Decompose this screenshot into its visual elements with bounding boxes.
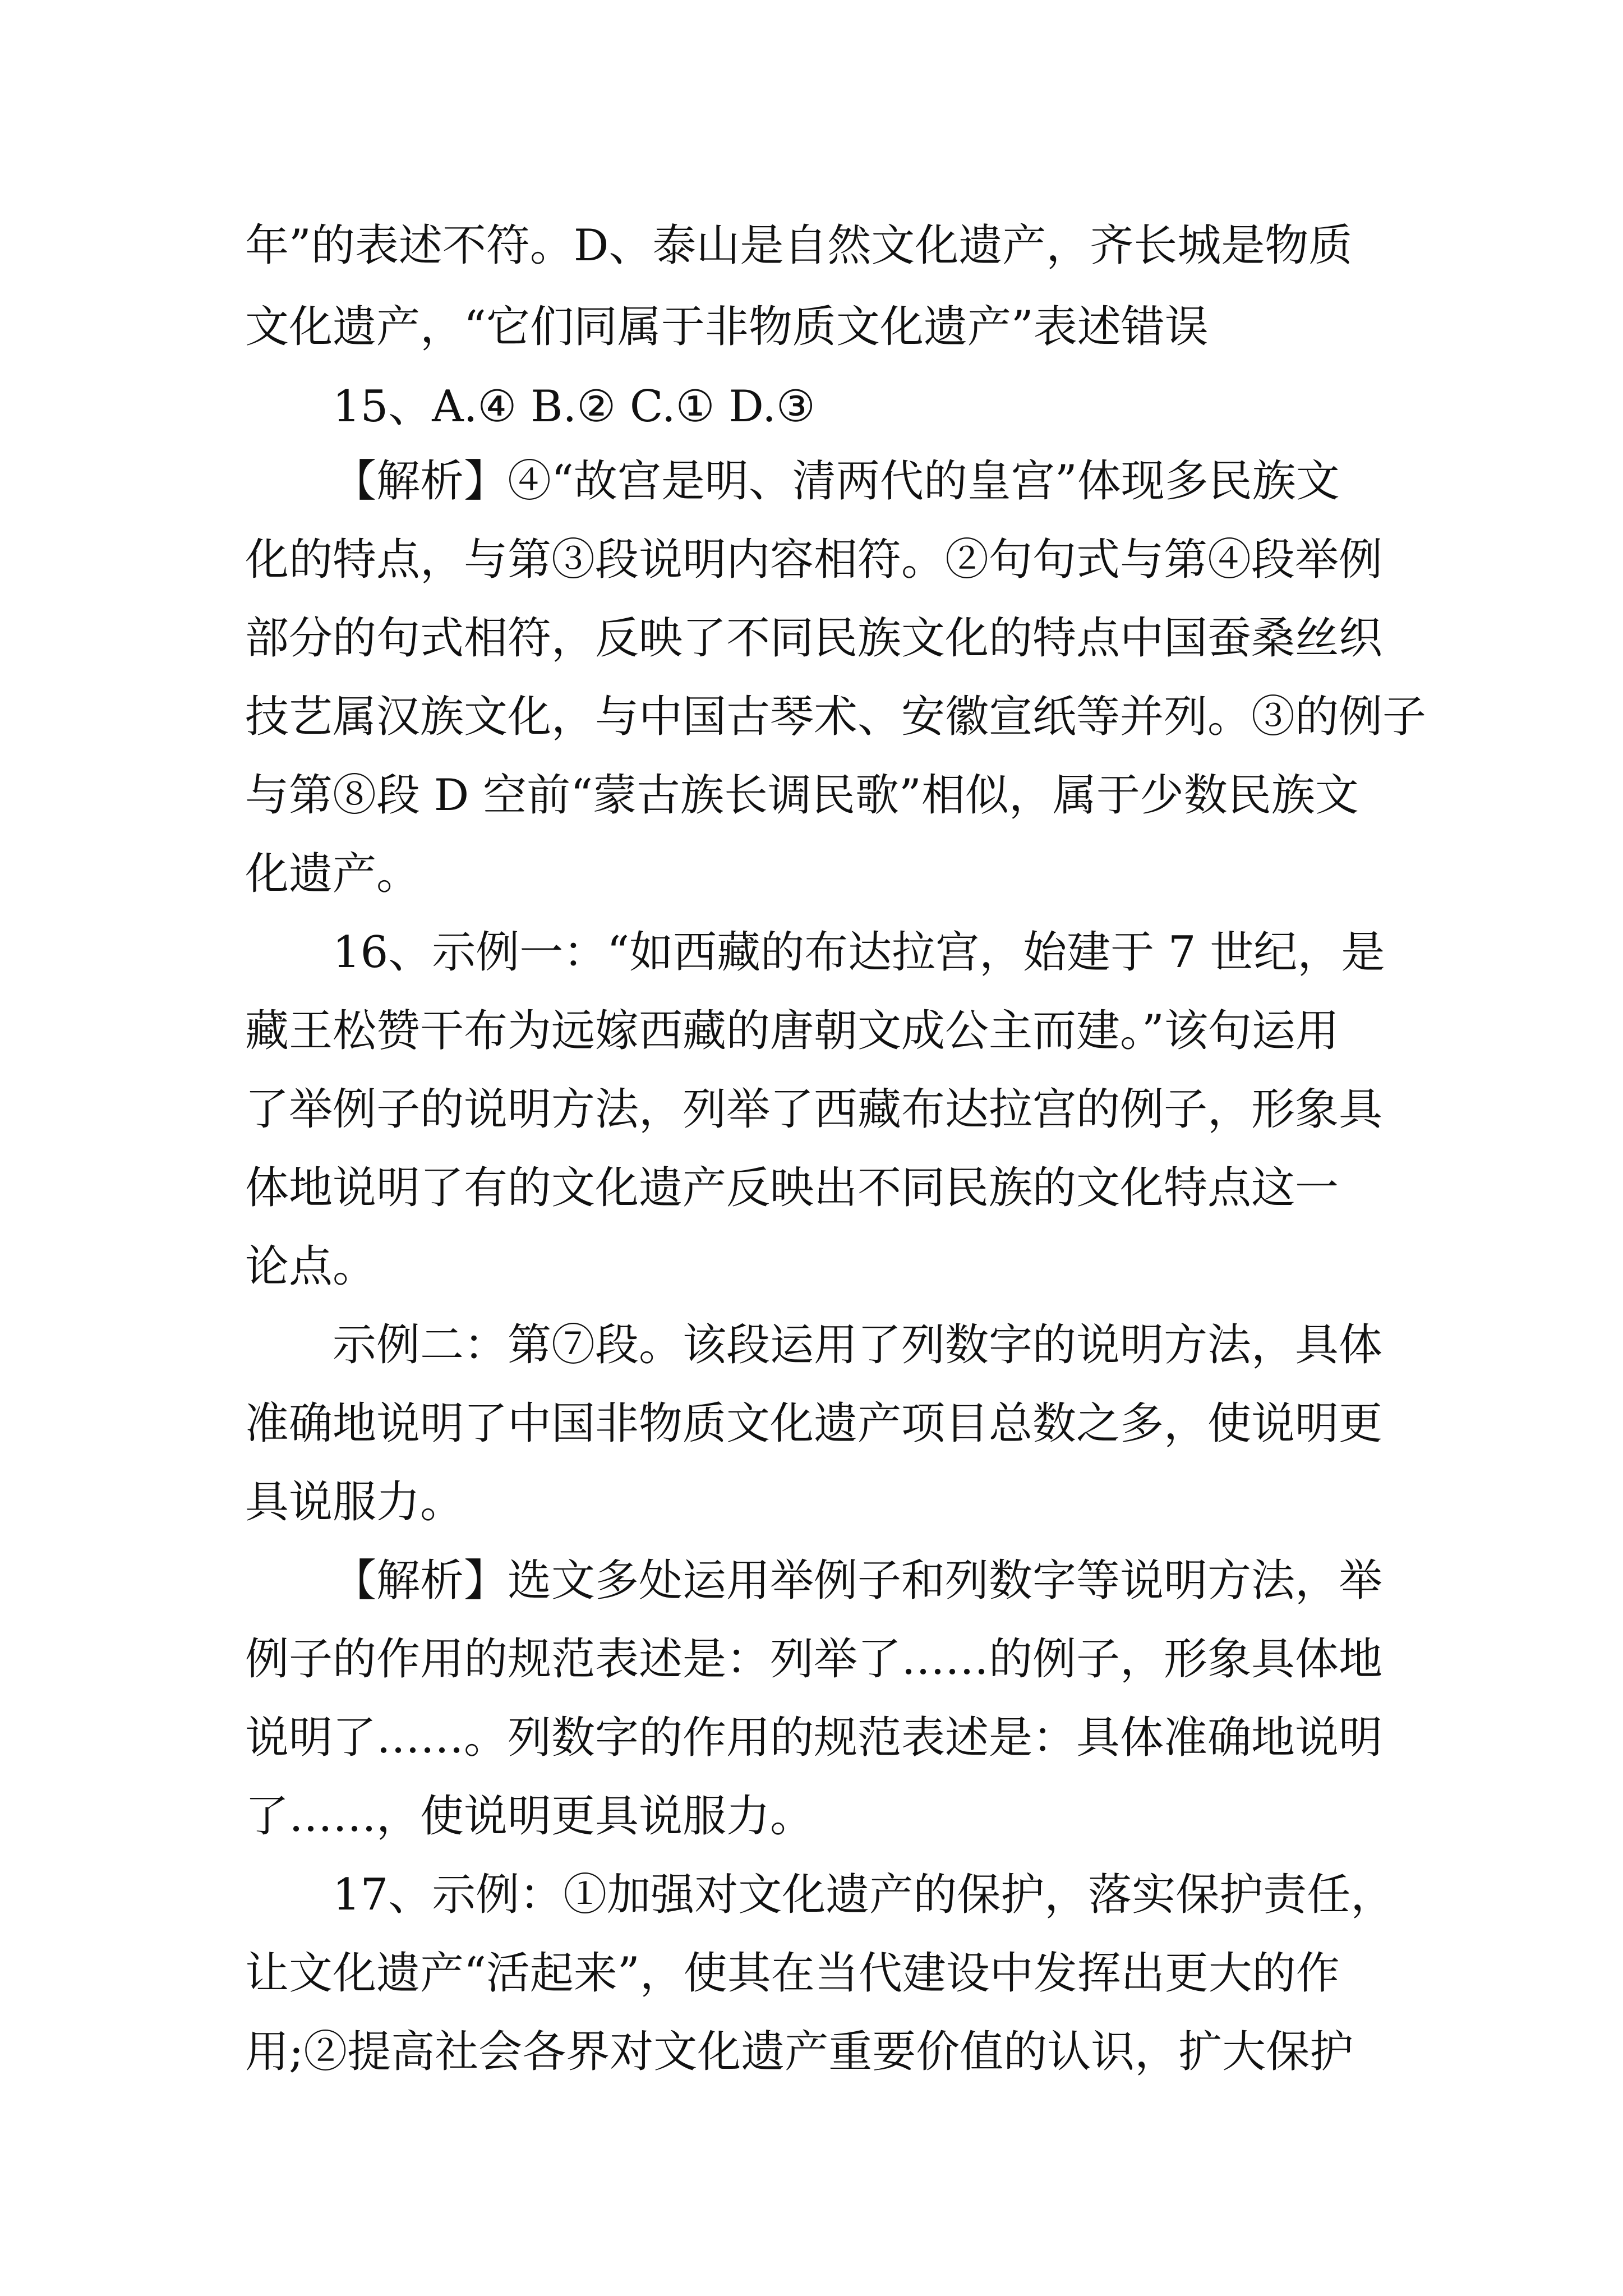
text-line: 化遗产。 [245,849,421,899]
text-line: 用;②提高社会各界对文化遗产重要价值的认识，扩大保护 [245,2027,1354,2077]
text-line: 16、示例一：“如西藏的布达拉宫，始建于 7 世纪，是 [333,927,1385,978]
text-line: 体地说明了有的文化遗产反映出不同民族的文化特点这一 [245,1163,1339,1213]
text-line: 技艺属汉族文化，与中国古琴术、安徽宣纸等并列。③的例子 [245,692,1427,742]
text-line: 示例二：第⑦段。该段运用了列数字的说明方法，具体 [333,1320,1383,1370]
text-line: 准确地说明了中国非物质文化遗产项目总数之多，使说明更 [245,1398,1383,1449]
text-line: 【解析】选文多处运用举例子和列数字等说明方法，举 [333,1556,1383,1606]
text-line: 15、A.④ B.② C.① D.③ [333,381,815,432]
text-line: 【解析】④“故宫是明、清两代的皇宫”体现多民族文 [333,456,1340,507]
text-line: 了……，使说明更具说服力。 [245,1791,814,1842]
text-line: 年”的表述不符。D、泰山是自然文化遗产，齐长城是物质 [245,220,1353,271]
text-line: 例子的作用的规范表述是：列举了……的例子，形象具体地 [245,1634,1383,1685]
text-line: 文化遗产，“它们同属于非物质文化遗产”表述错误 [245,302,1209,352]
text-line: 藏王松赞干布为远嫁西藏的唐朝文成公主而建。”该句运用 [245,1006,1339,1056]
text-line: 了举例子的说明方法，列举了西藏布达拉宫的例子，形象具 [245,1084,1383,1135]
text-line: 17、示例：①加强对文化遗产的保护，落实保护责任， [333,1870,1395,1920]
text-line: 与第⑧段 D 空前“蒙古族长调民歌”相似，属于少数民族文 [245,770,1359,821]
text-line: 论点。 [245,1241,377,1292]
text-line: 说明了……。列数字的作用的规范表述是：具体准确地说明 [245,1713,1383,1763]
text-line: 部分的句式相符，反映了不同民族文化的特点中国蚕桑丝织 [245,613,1383,664]
text-line: 让文化遗产“活起来”，使其在当代建设中发挥出更大的作 [245,1948,1340,1999]
text-line: 具说服力。 [245,1477,464,1527]
text-line: 化的特点，与第③段说明内容相符。②句句式与第④段举例 [245,535,1383,585]
